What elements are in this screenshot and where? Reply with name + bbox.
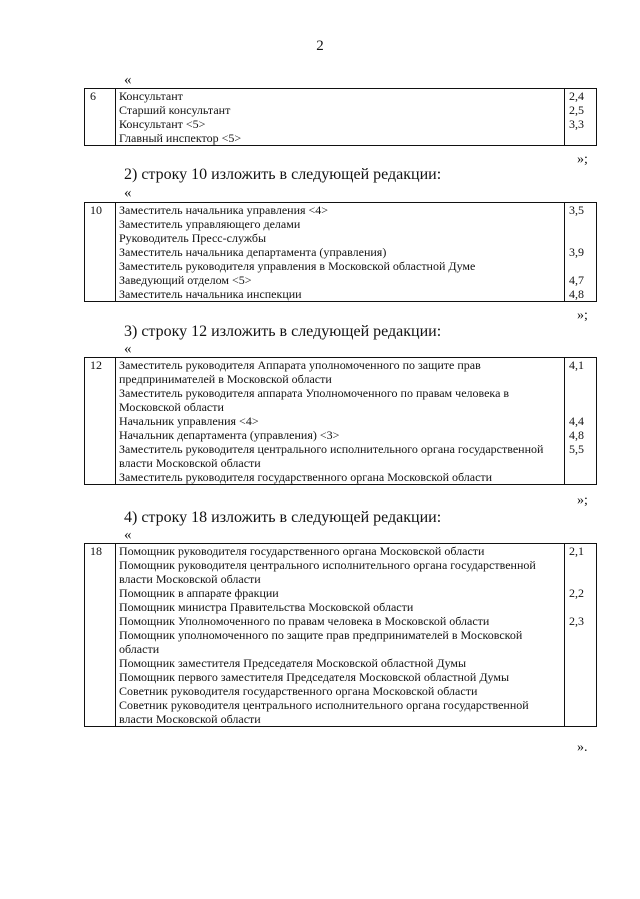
- position-line: Советник руководителя центрального исполнительного органа государственной власти Московской области: [119, 698, 529, 726]
- table-row-18: [84, 543, 597, 727]
- open-quote: «: [124, 341, 132, 357]
- coefficient-value: [569, 600, 593, 614]
- coefficient-value: 2,1: [569, 544, 584, 558]
- table-row-10: [84, 202, 597, 302]
- coefficient-value: [569, 656, 593, 670]
- position-line: Заместитель руководителя аппарата Уполномоченного по правам человека в Московской области: [119, 386, 510, 414]
- section-heading: 2) строку 10 изложить в следующей редакции:: [124, 166, 442, 183]
- section-heading: 4) строку 18 изложить в следующей редакции:: [124, 509, 442, 526]
- coefficient-value: 3,9: [569, 245, 584, 259]
- coefficients-cell: [565, 89, 597, 146]
- coefficient-value: 5,5: [569, 442, 584, 456]
- row-number: 18: [85, 544, 116, 727]
- position-line: Консультант <5>: [119, 117, 206, 131]
- coefficient-value: [569, 259, 593, 273]
- close-quote: »;: [577, 152, 588, 167]
- coefficient-value: 4,7: [569, 273, 584, 287]
- position-line: Начальник управления <4>: [119, 414, 259, 428]
- positions-cell: [116, 89, 565, 146]
- position-line: Помощник в аппарате фракции: [119, 586, 279, 600]
- position-line: Помощник первого заместителя Председателя Московской областной Думы: [119, 670, 510, 684]
- coefficient-value: [569, 386, 593, 414]
- position-line: Руководитель Пресс-службы: [119, 231, 267, 245]
- row-number: 6: [85, 89, 116, 146]
- coefficient-value: 2,5: [569, 103, 584, 117]
- section-heading: 3) строку 12 изложить в следующей редакции:: [124, 323, 442, 340]
- coefficients-cell: [565, 544, 597, 727]
- coefficient-value: [569, 558, 593, 586]
- close-quote: »;: [577, 493, 588, 508]
- coefficient-value: 2,4: [569, 89, 584, 103]
- close-quote: ».: [577, 740, 588, 755]
- position-line: Главный инспектор <5>: [119, 131, 242, 145]
- position-line: Заместитель начальника инспекции: [119, 287, 302, 301]
- coefficient-value: 4,4: [569, 414, 584, 428]
- coefficient-value: [569, 231, 593, 245]
- coefficient-value: 3,5: [569, 203, 584, 217]
- position-line: Заместитель руководителя центрального исполнительного органа государственной власти Московской области: [119, 442, 544, 470]
- position-line: Заместитель руководителя Аппарата уполномоченного по защите прав предпринимателей в Московской области: [119, 358, 481, 386]
- page-number: 2: [316, 38, 324, 54]
- position-line: Помощник руководителя государственного органа Московской области: [119, 544, 485, 558]
- coefficient-value: [569, 684, 593, 698]
- coefficient-value: [569, 217, 593, 231]
- coefficient-value: [569, 628, 593, 656]
- coefficient-value: 3,3: [569, 117, 584, 131]
- position-line: Начальник департамента (управления) <3>: [119, 428, 340, 442]
- position-line: Помощник руководителя центрального исполнительного органа государственной власти Московской области: [119, 558, 536, 586]
- open-quote: «: [124, 185, 132, 201]
- position-line: Заместитель начальника департамента (управления): [119, 245, 387, 259]
- open-quote: «: [124, 527, 132, 543]
- positions-cell: [116, 203, 565, 302]
- position-line: Заведующий отделом <5>: [119, 273, 252, 287]
- position-line: Заместитель руководителя государственного органа Московской области: [119, 470, 493, 484]
- coefficients-cell: [565, 358, 597, 485]
- position-line: Консультант: [119, 89, 183, 103]
- position-line: Советник руководителя государственного органа Московской области: [119, 684, 478, 698]
- coefficient-value: 2,2: [569, 586, 584, 600]
- coefficients-cell: [565, 203, 597, 302]
- coefficient-value: [569, 470, 593, 484]
- coefficient-value: 4,8: [569, 287, 584, 301]
- coefficient-value: [569, 698, 593, 712]
- open-quote: «: [124, 72, 132, 88]
- close-quote: »;: [577, 308, 588, 323]
- coefficient-value: [569, 670, 593, 684]
- coefficient-value: 2,3: [569, 614, 584, 628]
- coefficient-value: 4,1: [569, 358, 584, 372]
- position-line: Заместитель управляющего делами: [119, 217, 301, 231]
- position-line: Помощник Уполномоченного по правам человека в Московской области: [119, 614, 490, 628]
- position-line: Заместитель начальника управления <4>: [119, 203, 329, 217]
- positions-cell: [116, 544, 565, 727]
- coefficient-value: 4,8: [569, 428, 584, 442]
- table-row-6: [84, 88, 597, 146]
- position-line: Старший консультант: [119, 103, 231, 117]
- position-line: Помощник министра Правительства Московской области: [119, 600, 414, 614]
- position-line: Помощник заместителя Председателя Московской областной Думы: [119, 656, 467, 670]
- row-number: 10: [85, 203, 116, 302]
- position-line: Заместитель руководителя управления в Московской областной Думе: [119, 259, 476, 273]
- row-number: 12: [85, 358, 116, 485]
- table-row-12: [84, 357, 597, 485]
- coefficient-value: [569, 131, 593, 145]
- positions-cell: [116, 358, 565, 485]
- position-line: Помощник уполномоченного по защите прав предпринимателей в Московской области: [119, 628, 523, 656]
